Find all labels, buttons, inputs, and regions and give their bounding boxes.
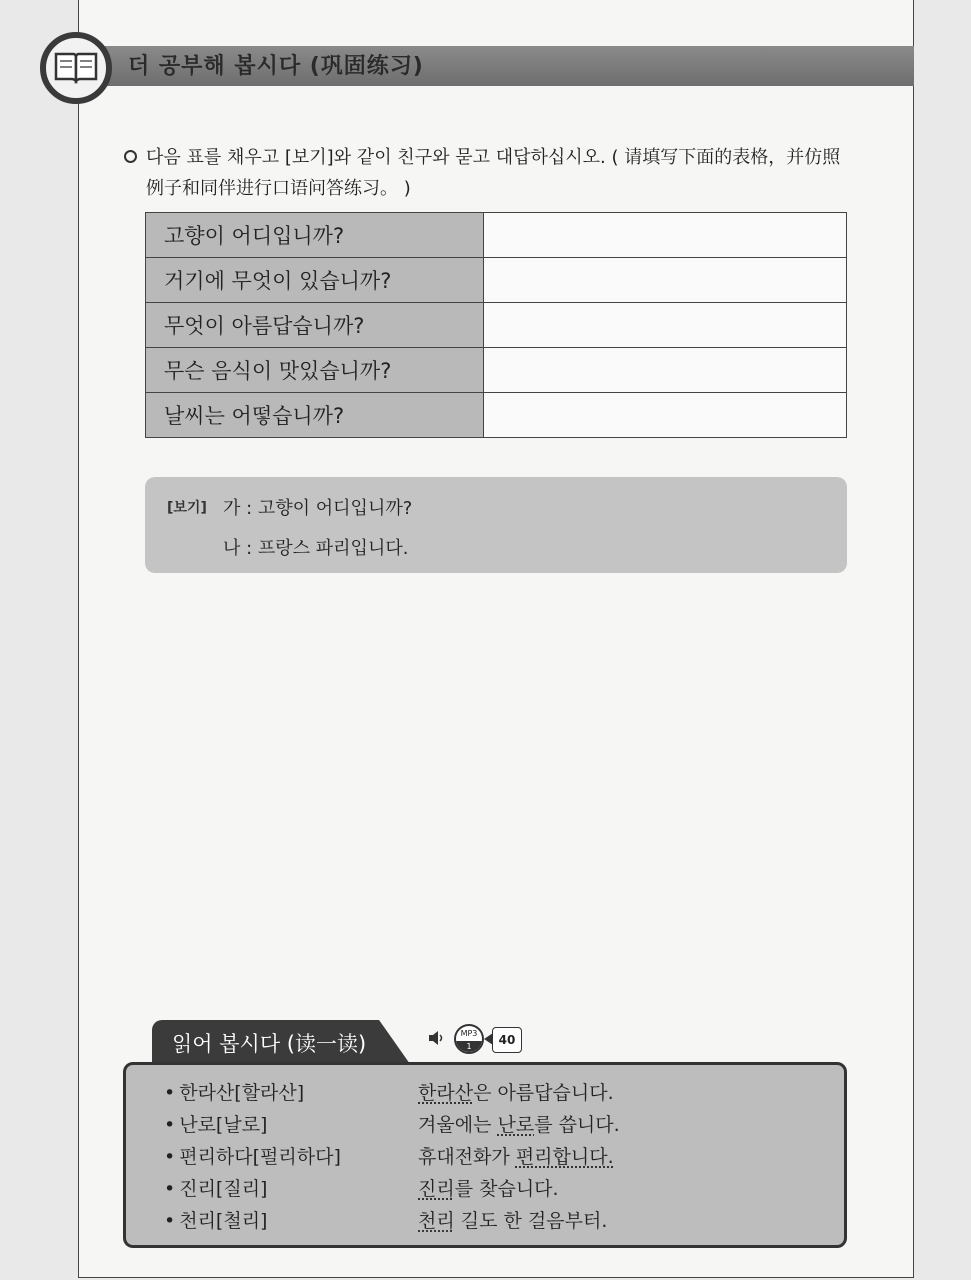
reading-sentence: 한라산은 아름답습니다. — [418, 1082, 614, 1104]
bullet-circle-icon — [124, 150, 137, 163]
reading-word: • 한라산[할라산] — [164, 1082, 305, 1104]
reading-title: 읽어 봅시다 (读一读) — [172, 1032, 367, 1056]
section-title: 더 공부해 봅시다 (巩固练习) — [128, 54, 424, 79]
instruction-text: 다음 표를 채우고 [보기]와 같이 친구와 묻고 대답하십시오. ( 请填写下面的表格，并仿照例子和同伴进行口语问答练习。 ) — [146, 147, 841, 199]
answer-cell[interactable] — [484, 303, 847, 348]
reading-word: • 진리[질리] — [164, 1178, 268, 1200]
answer-cell[interactable] — [484, 348, 847, 393]
answer-cell[interactable] — [484, 213, 847, 258]
reading-sentence: 휴대전화가 편리합니다. — [418, 1146, 614, 1168]
answer-cell[interactable] — [484, 393, 847, 438]
reading-sentence: 천리 길도 한 걸음부터. — [418, 1210, 608, 1232]
mp3-disc-icon[interactable] — [454, 1024, 484, 1054]
open-book-icon — [40, 32, 112, 104]
reading-sentence: 진리를 찾습니다. — [418, 1178, 559, 1200]
table-row — [146, 303, 847, 348]
reading-word: • 천리[철리] — [164, 1210, 268, 1232]
answer-cell[interactable] — [484, 258, 847, 303]
example-line: 나 : 프랑스 파리입니다. — [223, 538, 409, 559]
table-row — [146, 348, 847, 393]
table-row — [146, 213, 847, 258]
question-cell: 고향이 어디입니까? — [146, 213, 484, 258]
question-cell: 무슨 음식이 맛있습니까? — [146, 348, 484, 393]
question-cell: 무엇이 아름답습니까? — [146, 303, 484, 348]
table-row — [146, 258, 847, 303]
example-line: 가 : 고향이 어디입니까? — [223, 498, 413, 519]
mp3-disc-number: 1 — [456, 1041, 482, 1052]
question-cell: 거기에 무엇이 있습니까? — [146, 258, 484, 303]
mp3-label: MP3 — [460, 1029, 478, 1038]
reading-word: • 편리하다[펄리하다] — [164, 1146, 341, 1168]
reading-box — [123, 1062, 847, 1248]
speaker-icon[interactable] — [428, 1030, 444, 1046]
example-tag: [보기] — [167, 500, 207, 516]
example-box — [145, 477, 847, 573]
table-row — [146, 393, 847, 438]
track-number: 40 — [492, 1027, 522, 1053]
question-cell: 날씨는 어떻습니까? — [146, 393, 484, 438]
reading-sentence: 겨울에는 난로를 씁니다. — [418, 1114, 620, 1136]
question-table — [145, 212, 847, 438]
reading-word: • 난로[날로] — [164, 1114, 268, 1136]
